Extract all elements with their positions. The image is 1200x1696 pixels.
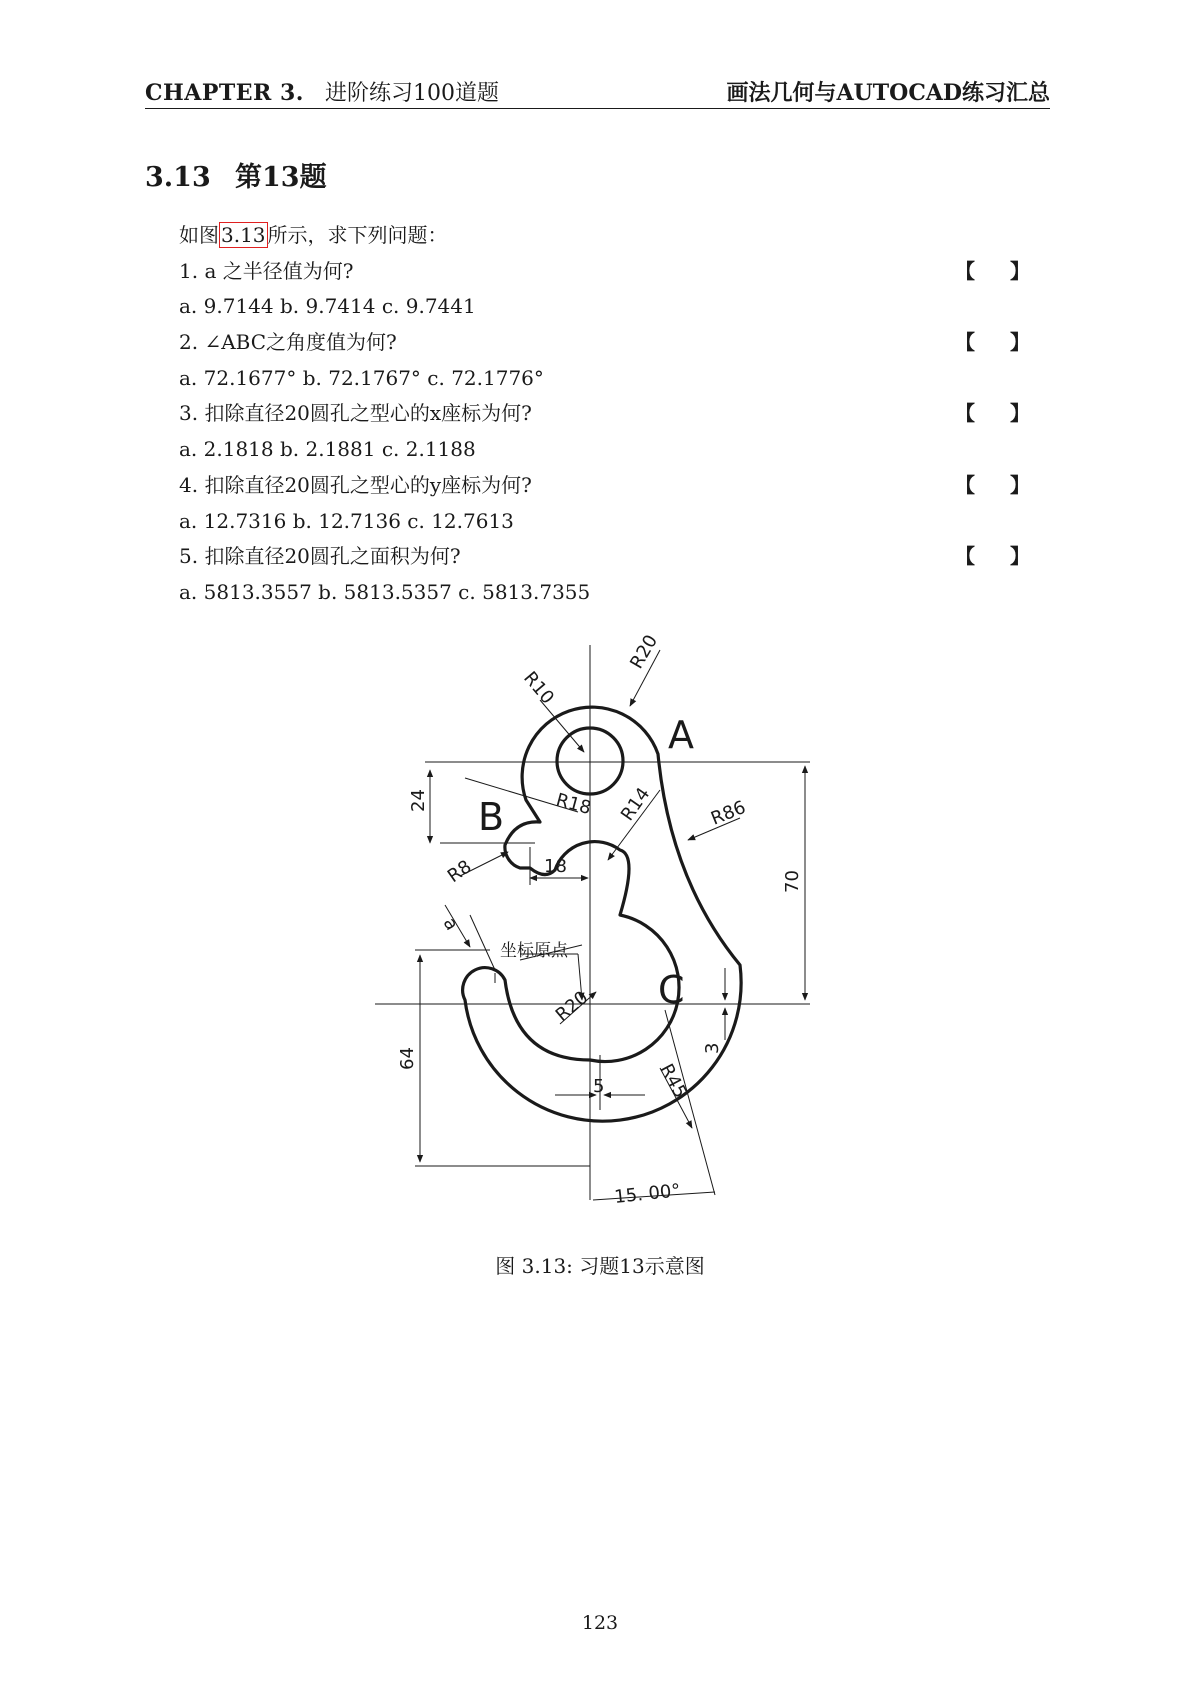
label-r45: R45	[655, 1060, 691, 1102]
label-point-b: B	[478, 795, 505, 839]
label-arc-a: a	[438, 914, 463, 935]
answer-bracket: 【 】	[955, 472, 1044, 497]
label-r18: R18	[553, 789, 594, 819]
label-r8: R8	[443, 856, 476, 888]
answer-bracket: 【 】	[955, 258, 1044, 283]
question-options: a. 5813.3557 b. 5813.5357 c. 5813.7355	[179, 579, 591, 604]
label-angle-15: 15. 00°	[613, 1180, 682, 1208]
question-prompt: 3. 扣除直径20圆孔之型心的x座标为何? 【 】	[179, 396, 1052, 432]
label-dim-24: 24	[408, 789, 429, 812]
label-point-c: C	[658, 968, 685, 1012]
label-r20-top: R20	[626, 631, 663, 673]
question-block	[179, 218, 1052, 611]
section-title: 第13题	[235, 162, 327, 193]
question-options: a. 9.7144 b. 9.7414 c. 9.7441	[179, 294, 476, 319]
hook-drawing	[370, 625, 830, 1215]
label-point-a: A	[668, 713, 694, 757]
label-origin: 坐标原点	[500, 941, 568, 961]
answer-bracket: 【 】	[955, 544, 1044, 569]
intro-line: 如图 3.13 所示，求下列问题：	[179, 223, 448, 247]
label-dim-64: 64	[397, 1047, 418, 1070]
radius-leaders	[445, 650, 740, 1128]
label-dim-18: 18	[544, 856, 567, 877]
answer-bracket: 【 】	[955, 330, 1044, 355]
label-r20-inner: R20	[551, 986, 593, 1026]
dimension-lines	[415, 762, 810, 1200]
label-dim-5: 5	[593, 1076, 605, 1097]
question-options: a. 72.1677° b. 72.1767° c. 72.1776°	[179, 365, 544, 390]
figure-reference-link[interactable]: 3.13	[221, 223, 266, 247]
page-number: 123	[581, 1612, 619, 1634]
figure-caption: 图 3.13: 习题13示意图	[495, 1254, 705, 1278]
chapter-title: 进阶练习100道题	[324, 81, 499, 106]
label-dim-3: 3	[702, 1042, 723, 1054]
running-header-book-title: 画法几何与AUTOCAD练习汇总	[726, 80, 1050, 106]
question-prompt: 2. ∠ABC之角度值为何? 【 】	[179, 325, 1052, 361]
answer-bracket: 【 】	[955, 401, 1044, 426]
label-r86: R86	[708, 796, 749, 830]
question-prompt: 1. a 之半径值为何? 【 】	[179, 254, 1052, 290]
question-prompt: 4. 扣除直径20圆孔之型心的y座标为何? 【 】	[179, 468, 1052, 504]
question-prompt: 5. 扣除直径20圆孔之面积为何? 【 】	[179, 539, 1052, 575]
label-r10: R10	[519, 667, 559, 709]
running-header-chapter	[145, 76, 499, 107]
hook-outline	[463, 707, 741, 1121]
header-rule	[145, 108, 1050, 109]
chapter-label: CHAPTER 3.	[145, 80, 304, 106]
label-dim-70: 70	[782, 870, 803, 893]
section-heading	[145, 155, 327, 194]
label-r14: R14	[616, 783, 655, 825]
question-options: a. 2.1818 b. 2.1881 c. 2.1188	[179, 437, 476, 462]
section-number: 3.13	[145, 162, 211, 193]
question-options: a. 12.7316 b. 12.7136 c. 12.7613	[179, 508, 514, 533]
